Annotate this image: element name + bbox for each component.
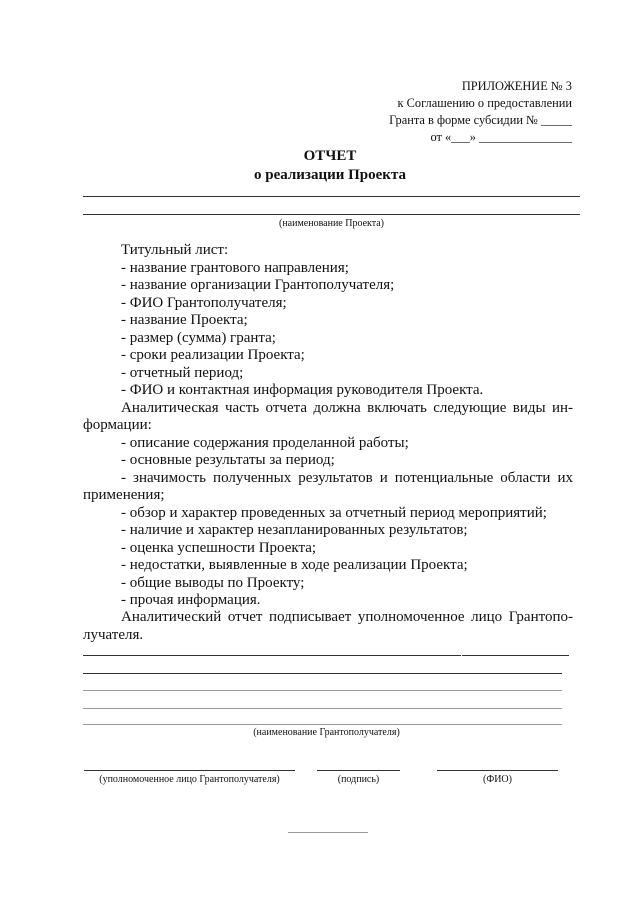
body-line: Аналитический отчет подписывает уполномоченное лицо Грантопо-: [121, 609, 573, 625]
authorized-person-caption: (уполномоченное лицо Грантополучателя): [99, 774, 280, 785]
body-line: - название Проекта;: [121, 312, 248, 328]
body-line: - наличие и характер незапланированных результатов;: [121, 522, 468, 538]
full-name-caption: (ФИО): [482, 774, 512, 785]
signature-line[interactable]: [317, 770, 400, 771]
project-name-line-1[interactable]: [83, 196, 580, 197]
grantee-name-line-4[interactable]: [83, 708, 562, 709]
body-line: применения;: [83, 487, 165, 503]
body-line: формации:: [83, 417, 152, 433]
annex-title: ПРИЛОЖЕНИЕ № 3: [461, 79, 572, 93]
annex-subsidy-number: Гранта в форме субсидии № _____: [389, 113, 572, 127]
body-line: - название грантового направления;: [121, 260, 349, 276]
body-line: - отчетный период;: [121, 365, 244, 381]
body-line: - размер (сумма) гранта;: [121, 330, 276, 346]
grantee-name-caption: (наименование Грантополучателя): [253, 727, 400, 738]
footer-divider: [288, 832, 368, 833]
grantee-name-line-5[interactable]: [83, 724, 562, 725]
body-line: Титульный лист:: [121, 242, 229, 258]
body-line: - основные результаты за период;: [121, 452, 335, 468]
full-name-line[interactable]: [437, 770, 558, 771]
grantee-name-line-1a[interactable]: [83, 655, 461, 656]
body-line: - значимость полученных результатов и потенциальные области их: [121, 470, 573, 486]
annex-date: от «___» _______________: [430, 130, 572, 144]
grantee-name-line-3[interactable]: [83, 690, 562, 691]
body-line: - описание содержания проделанной работы;: [121, 435, 409, 451]
grantee-name-line-1b[interactable]: [462, 655, 569, 656]
body-line: - недостатки, выявленные в ходе реализации Проекта;: [121, 557, 468, 573]
authorized-person-line[interactable]: [84, 770, 295, 771]
report-subtitle: о реализации Проекта: [253, 167, 406, 183]
project-name-line-2[interactable]: [83, 214, 580, 215]
body-line: - ФИО и контактная информация руководителя Проекта.: [121, 382, 484, 398]
body-line: - сроки реализации Проекта;: [121, 347, 305, 363]
report-title: ОТЧЕТ: [303, 148, 357, 164]
body-line: - общие выводы по Проекту;: [121, 575, 305, 591]
body-line: - название организации Грантополучателя;: [121, 277, 395, 293]
signature-caption: (подпись): [337, 774, 380, 785]
body-line: - обзор и характер проведенных за отчетный период мероприятий;: [121, 505, 547, 521]
body-line: - прочая информация.: [121, 592, 261, 608]
body-line: Аналитическая часть отчета должна включать следующие виды ин-: [121, 400, 573, 416]
body-line: - оценка успешности Проекта;: [121, 540, 317, 556]
body-line: - ФИО Грантополучателя;: [121, 295, 287, 311]
body-line: лучателя.: [83, 627, 144, 643]
annex-agreement-ref: к Соглашению о предоставлении: [397, 96, 572, 110]
project-name-caption: (наименование Проекта): [278, 218, 385, 229]
grantee-name-line-2[interactable]: [83, 673, 562, 674]
annex-header: [389, 78, 572, 146]
